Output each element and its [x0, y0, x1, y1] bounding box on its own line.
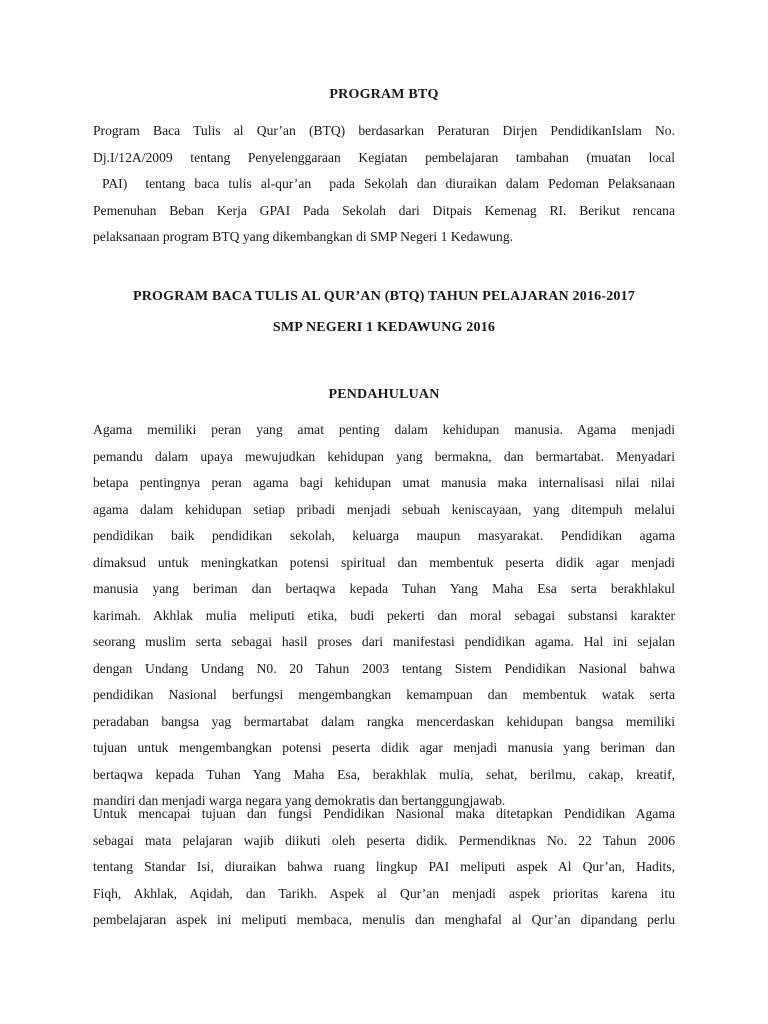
school-heading: SMP NEGERI 1 KEDAWUNG 2016 [272, 320, 496, 335]
text-line: Pemenuhan Beban Kerja GPAI Pada Sekolah dari Ditpais Kemenag RI. Berikut rencana [93, 202, 675, 218]
intro-paragraph [93, 118, 675, 251]
text-line: Dj.I/12A/2009 tentang Penyelenggaraan Kegiatan pembelajaran tambahan (muatan local [93, 149, 675, 165]
text-line: pemandu dalam upaya mewujudkan kehidupan yang bermakna, dan bermartabat. Menyadari [93, 448, 675, 464]
text-line: agama dalam kehidupan setiap pribadi menjadi sebuah keniscayaan, yang ditempuh melalui [93, 501, 675, 517]
text-line: pelaksanaan program BTQ yang dikembangkan di SMP Negeri 1 Kedawung. [93, 229, 514, 244]
text-line: pendidikan Nasional berfungsi mengembangkan kemampuan dan membentuk watak serta [93, 687, 675, 702]
text-line: Program Baca Tulis al Qur’an (BTQ) berdasarkan Peraturan Dirjen PendidikanIslam No. [93, 123, 675, 138]
text-line: Fiqh, Akhlak, Aqidah, dan Tarikh. Aspek al Qur’an menjadi aspek prioritas karena itu [93, 885, 675, 901]
text-line: seorang muslim serta sebagai hasil proses dari manifestasi pendidikan agama. Hal ini sejalan [93, 634, 675, 649]
text-line: dengan Undang Undang N0. 20 Tahun 2003 tentang Sistem Pendidikan Nasional bahwa [93, 660, 675, 676]
text-line: Untuk mencapai tujuan dan fungsi Pendidikan Nasional maka ditetapkan Pendidikan Agama [93, 806, 675, 821]
text-line: bertaqwa kepada Tuhan Yang Maha Esa, berakhlak mulia, sehat, berilmu, cakap, kreatif, [93, 766, 675, 782]
pendahuluan-paragraph-1 [93, 417, 675, 815]
text-line: pembelajaran aspek ini meliputi membaca, menulis dan menghafal al Qur’an dipandang perlu [93, 912, 675, 927]
text-line: Agama memiliki peran yang amat penting dalam kehidupan manusia. Agama menjadi [93, 422, 675, 437]
text-line: mandiri dan menjadi warga negara yang demokratis dan bertanggungjawab. [93, 793, 506, 808]
program-heading: PROGRAM BACA TULIS AL QUR’AN (BTQ) TAHUN PELAJARAN 2016-2017 [132, 289, 636, 304]
text-line: pendidikan baik pendidikan sekolah, keluarga maupun masyarakat. Pendidikan agama [93, 528, 675, 543]
text-line: tujuan untuk mengembangkan potensi peserta didik agar menjadi manusia yang beriman dan [93, 740, 675, 755]
pendahuluan-paragraph-2 [93, 801, 675, 934]
text-line: dimaksud untuk meningkatkan potensi spiritual dan membentuk peserta didik agar menjadi [93, 554, 675, 570]
section-heading-pendahuluan: PENDAHULUAN [328, 387, 440, 402]
text-line: tentang Standar Isi, diuraikan bahwa ruang lingkup PAI meliputi aspek Al Qur’an, Hadits, [93, 859, 675, 874]
text-line: peradaban bangsa yag bermartabat dalam rangka mencerdaskan kehidupan bangsa memiliki [93, 713, 675, 729]
text-line: manusia yang beriman dan bertaqwa kepada Tuhan Yang Maha Esa serta berakhlakul [93, 581, 675, 596]
text-line: karimah. Akhlak mulia meliputi etika, budi pekerti dan moral sebagai substansi karakter [93, 607, 675, 623]
document-title: PROGRAM BTQ [329, 87, 439, 102]
text-line: sebagai mata pelajaran wajib diikuti oleh peserta didik. Permendiknas No. 22 Tahun 2006 [93, 832, 675, 848]
text-line: PAI) tentang baca tulis al-qur’an pada Sekolah dan diuraikan dalam Pedoman Pelaksanaan [93, 176, 675, 191]
text-line: betapa pentingnya peran agama bagi kehidupan umat manusia maka internalisasi nilai nilai [93, 475, 675, 490]
